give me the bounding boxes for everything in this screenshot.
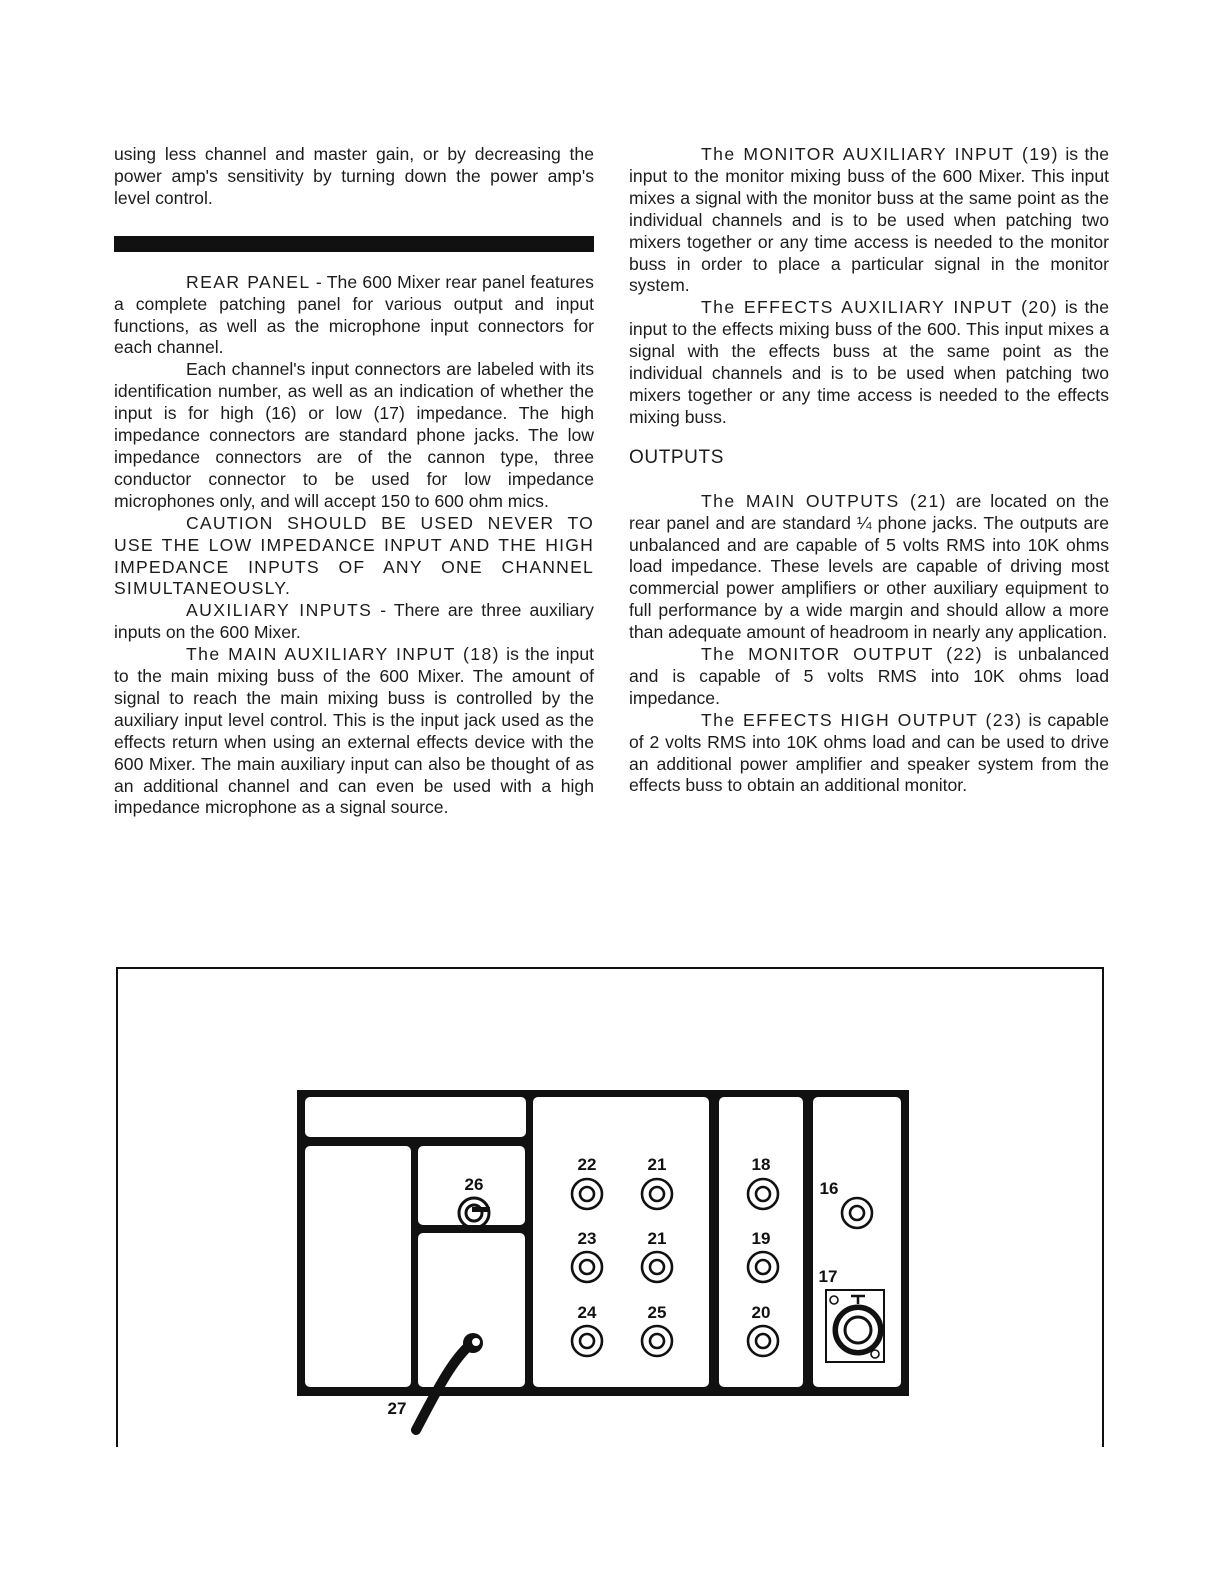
label-18: 18 xyxy=(751,1155,771,1174)
effects-aux-text: is the input to the effects mixing buss of the 600. This input mixes a signal with the effects buss at the same point as the individual channels and is to be used when patching two mixers together or any time access is needed to the effects mixing buss. xyxy=(629,297,1109,427)
label-21-upper: 21 xyxy=(647,1155,667,1174)
monitor-aux-heading: The MONITOR AUXILIARY INPUT (19) xyxy=(701,144,1059,164)
label-27: 27 xyxy=(387,1399,407,1418)
label-19: 19 xyxy=(751,1229,771,1248)
cord-panel xyxy=(418,1233,525,1387)
label-26: 26 xyxy=(464,1175,484,1194)
label-23: 23 xyxy=(577,1229,597,1248)
aux-inputs-heading: AUXILIARY INPUTS xyxy=(186,600,373,621)
label-21-lower: 21 xyxy=(647,1229,667,1248)
label-16: 16 xyxy=(819,1179,839,1198)
caution-paragraph: CAUTION SHOULD BE USED NEVER TO USE THE LOW IMPEDANCE INPUT AND THE HIGH IMPEDANCE INPUTS OF ANY ONE CHANNEL SIMULTANEOUSLY. xyxy=(114,512,594,599)
aux-inputs-text: - There are three auxiliary inputs on the 600 Mixer. xyxy=(114,600,594,643)
top-strip xyxy=(305,1097,526,1137)
main-outputs-heading: The MAIN OUTPUTS (21) xyxy=(701,490,947,511)
monitor-output-heading: The MONITOR OUTPUT (22) xyxy=(701,644,984,665)
monitor-aux-text: is the input to the monitor mixing buss of the 600 Mixer. This input mixes a signal with the monitor buss at the same point as the individual channels and is to be used when patching two mixers together or any time access is needed to the monitor buss in order to place a particular signal in the monitor system. xyxy=(629,144,1109,296)
label-22: 22 xyxy=(577,1155,597,1174)
rear-panel-text: - The 600 Mixer rear panel features a complete patching panel for various output and input functions, as well as the microphone input connectors for each channel. xyxy=(114,271,594,358)
label-24: 24 xyxy=(577,1303,597,1322)
label-17: 17 xyxy=(818,1267,838,1286)
intro-paragraph: using less channel and master gain, or by decreasing the power amp's sensitivity by turning down the power amp's level control. xyxy=(114,144,594,208)
rear-panel-heading: REAR PANEL xyxy=(186,271,311,292)
main-aux-heading: The MAIN AUXILIARY INPUT (18) xyxy=(186,644,500,665)
effects-high-heading: The EFFECTS HIGH OUTPUT (23) xyxy=(701,709,1023,730)
main-aux-text: is the input to the main mixing buss of the 600 Mixer. The amount of signal to reach the main mixing buss is controlled by the auxiliary input level control. This is the input jack used as the effects return when using an external effects device with the 600 Mixer. The main auxiliary input can also be thought of as an additional channel and can even be used with a high impedance microphone as a signal source. xyxy=(114,644,594,818)
outputs-panel xyxy=(533,1097,709,1387)
main-outputs-text: are located on the rear panel and are standard ¼ phone jacks. The outputs are unbalanced and are capable of 5 volts RMS into 10K ohms load impedance. These levels are capable of driving most commercial power amplifiers or other auxiliary equipment to full performance by a wide margin and should allow a more than adequate amount of headroom in nearly any application. xyxy=(629,490,1109,643)
channel-inputs-paragraph: Each channel's input connectors are labeled with its identification number, as well as an indication of whether the input is for high (16) or low (17) impedance. The high impedance connectors are standard phone jacks. The low impedance connectors are of the cannon type, three conductor connector to be used for low impedance microphones only, and will accept 150 to 600 ohm mics. xyxy=(114,359,594,511)
outputs-heading: OUTPUTS xyxy=(629,446,724,468)
effects-high-text: is capable of 2 volts RMS into 10K ohms load and can be used to drive an additional power amplifier and speaker system from the effects buss to obtain an additional monitor. xyxy=(629,709,1109,796)
left-blank-panel xyxy=(305,1146,411,1387)
effects-aux-heading: The EFFECTS AUXILIARY INPUT (20) xyxy=(701,297,1058,318)
monitor-output-text: is unbalanced and is capable of 5 volts RMS into 10K ohms load impedance. xyxy=(629,644,1110,708)
label-20: 20 xyxy=(751,1303,771,1322)
label-25: 25 xyxy=(647,1303,667,1322)
